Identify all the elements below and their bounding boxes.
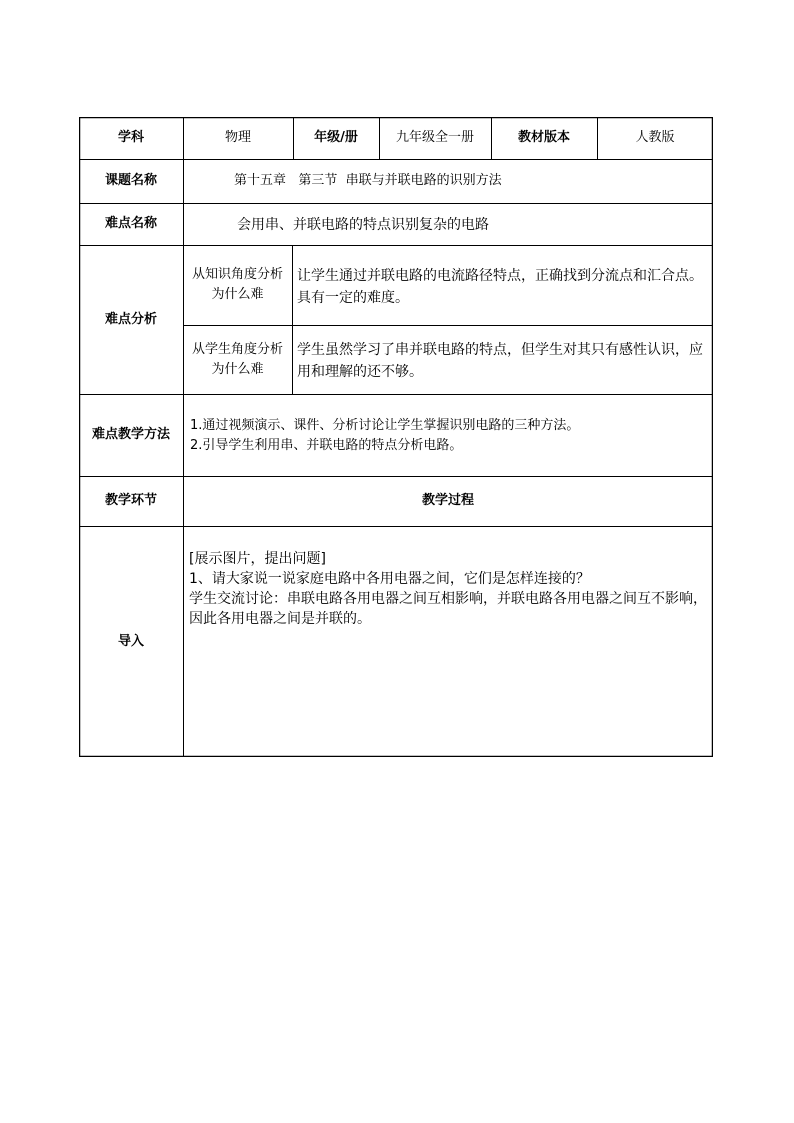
knowledge-angle-text: 让学生通过并联电路的电流路径特点，正确找到分流点和汇合点。具有一定的难度。: [297, 268, 703, 306]
topic-value: 第十五章 第三节 串联与并联电路的识别方法: [234, 173, 502, 188]
edition-label: 教材版本: [517, 130, 570, 145]
subject-value: 物理: [224, 130, 251, 145]
intro-line-3: 学生交流讨论：串联电路各用电器之间互相影响，并联电路各用电器之间互不影响，因此各用电器之间是并联的。: [189, 591, 707, 627]
teaching-method-line1: 1.通过视频演示、课件、分析讨论让学生掌握识别电路的三种方法。: [190, 418, 580, 433]
intro-stage-label: 导入: [117, 633, 144, 649]
teaching-method-label: 难点教学方法: [91, 427, 170, 442]
intro-line-2: 1、请大家说一说家庭电路中各用电器之间，它们是怎样连接的？: [189, 571, 590, 587]
teaching-method-line2: 2.引导学生利用串、并联电路的特点分析电路。: [190, 438, 463, 453]
grade-label: 年级/册: [314, 130, 358, 145]
lesson-plan-table: [79, 117, 713, 757]
knowledge-angle-label: 从知识角度分析为什么难: [191, 267, 283, 302]
grade-value: 九年级全一册: [395, 130, 474, 145]
edition-value: 人教版: [635, 130, 675, 145]
difficulty-name-value: 会用串、并联电路的特点识别复杂的电路: [237, 217, 489, 233]
teaching-stage-header: 教学环节: [104, 493, 157, 508]
subject-label: 学科: [117, 130, 144, 145]
difficulty-analysis-label: 难点分析: [104, 311, 157, 327]
student-angle-text: 学生虽然学习了串并联电路的特点，但学生对其只有感性认识，应用和理解的还不够。: [297, 342, 703, 380]
topic-label: 课题名称: [104, 173, 157, 188]
difficulty-name-label: 难点名称: [104, 216, 157, 231]
intro-line-1: [展示图片，提出问题]: [189, 551, 326, 567]
teaching-process-header: 教学过程: [421, 493, 474, 508]
student-angle-label: 从学生角度分析为什么难: [191, 341, 283, 377]
